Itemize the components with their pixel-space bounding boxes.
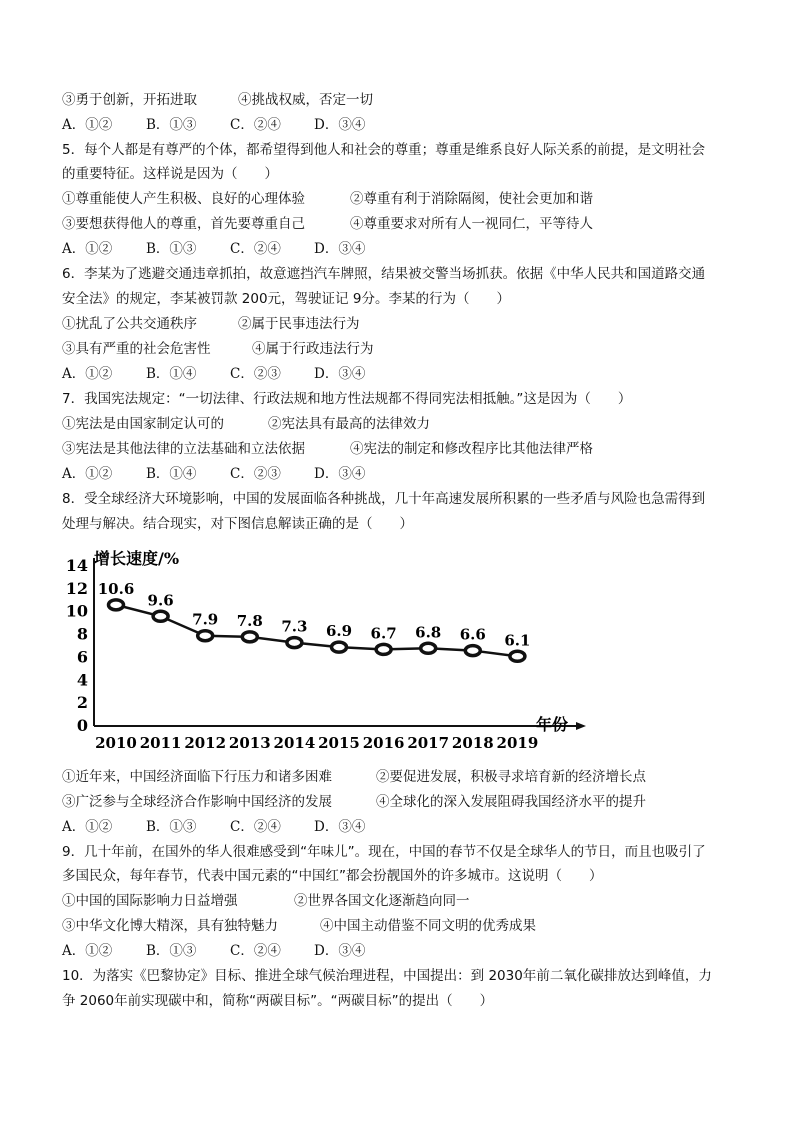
- y-tick-label: 6: [76, 647, 88, 667]
- q8-stem-line1: 8．受全球经济大环境影响，中国的发展面临各种挑战，几十年高速发展所积累的一些矛盾与风险也急需得到: [62, 491, 706, 507]
- q7-choices: [62, 464, 398, 484]
- q5-choice-b: B．①③: [146, 241, 197, 257]
- x-tick-label: 2015: [318, 734, 360, 752]
- data-label: 7.9: [192, 610, 219, 629]
- q6-choice-b: B．①④: [146, 366, 197, 382]
- q6-choice-d: D．③④: [314, 366, 366, 382]
- q6-option-3: ③具有严重的社会危害性: [62, 341, 211, 357]
- q7-choice-c: C．②③: [230, 466, 281, 482]
- series-line: [116, 605, 517, 656]
- q6-choice-a: A．①②: [62, 366, 113, 382]
- data-label: 7.3: [281, 617, 308, 636]
- data-label: 6.1: [504, 631, 531, 650]
- y-tick-label: 2: [76, 693, 88, 713]
- q6-choices: [62, 364, 398, 384]
- data-point: [198, 631, 213, 641]
- q9-options-row1: [62, 891, 470, 911]
- q5-option-1: ①尊重能使人产生积极、良好的心理体验: [62, 191, 305, 207]
- q6-options-row1: [62, 314, 360, 334]
- data-point: [242, 632, 257, 642]
- q5-choice-c: C．②④: [230, 241, 281, 257]
- q8-stem-line2: 处理与解决。结合现实，对下图信息解读正确的是（ ）: [62, 516, 413, 532]
- q5-option-2: ②尊重有利于消除隔阂，使社会更加和谐: [350, 191, 593, 207]
- data-label: 10.6: [97, 579, 135, 598]
- q7-option-3: ③宪法是其他法律的立法基础和立法依据: [62, 441, 305, 457]
- q8-option-4: ④全球化的深入发展阻碍我国经济水平的提升: [376, 794, 646, 810]
- data-label: 7.8: [236, 611, 263, 630]
- q8-options-row1: [62, 767, 646, 787]
- q8-option-2: ②要促进发展，积极寻求培育新的经济增长点: [376, 769, 646, 785]
- q7-options-row2: [62, 439, 593, 459]
- q9-choices: [62, 941, 398, 961]
- q10-stem-line2: 争 2060年前实现碳中和，简称“两碳目标”。“两碳目标”的提出（ ）: [62, 993, 494, 1009]
- q8-option-1: ①近年来，中国经济面临下行压力和诸多困难: [62, 769, 332, 785]
- q6-stem-line2: 安全法》的规定，李某被罚款 200元，驾驶证记 9分。李某的行为（ ）: [62, 291, 510, 307]
- q4-option-4: ④挑战权威，否定一切: [238, 92, 373, 108]
- y-tick-label: 4: [76, 670, 88, 690]
- data-label: 6.9: [325, 622, 353, 641]
- q7-option-1: ①宪法是由国家制定认可的: [62, 416, 224, 432]
- q7-choice-a: A．①②: [62, 466, 113, 482]
- q7-choice-b: B．①④: [146, 466, 197, 482]
- q6-choice-c: C．②③: [230, 366, 281, 382]
- x-tick-label: 2019: [496, 734, 539, 752]
- q7-option-4: ④宪法的制定和修改程序比其他法律严格: [350, 441, 593, 457]
- q9-options-row2: [62, 916, 536, 936]
- q4-choices: [62, 115, 398, 135]
- q6-option-1: ①扰乱了公共交通秩序: [62, 316, 197, 332]
- q6-option-2: ②属于民事违法行为: [238, 316, 360, 332]
- data-point: [287, 638, 302, 648]
- q8-choice-a: A．①②: [62, 819, 113, 835]
- x-tick-label: 2012: [184, 734, 227, 752]
- data-label: 6.8: [415, 623, 442, 642]
- q8-choice-d: D．③④: [314, 819, 366, 835]
- chart-x-axis-label: 年份: [536, 715, 569, 734]
- q4-option-3: ③勇于创新，开拓进取: [62, 92, 197, 108]
- q4-choice-b: B．①③: [146, 117, 197, 133]
- data-point: [421, 643, 436, 653]
- growth-line-chart: [58, 546, 588, 758]
- q6-option-4: ④属于行政违法行为: [252, 341, 374, 357]
- q5-options-row1: [62, 189, 593, 209]
- q9-choice-d: D．③④: [314, 943, 366, 959]
- chart-x-ticks: [95, 734, 538, 752]
- q5-choice-d: D．③④: [314, 241, 366, 257]
- data-point: [153, 611, 168, 621]
- q5-choice-a: A．①②: [62, 241, 113, 257]
- data-point: [109, 600, 124, 610]
- y-tick-label: 10: [65, 601, 88, 621]
- q9-option-3: ③中华文化博大精深，具有独特魅力: [62, 918, 278, 934]
- q6-stem-line1: 6．李某为了逃避交通违章抓拍，故意遮挡汽车牌照，结果被交警当场抓获。依据《中华人民共和国道路交通: [62, 266, 706, 282]
- q6-options-row2: [62, 339, 374, 359]
- y-tick-label: 14: [65, 556, 88, 575]
- q9-option-4: ④中国主动借鉴不同文明的优秀成果: [320, 918, 536, 934]
- q7-option-2: ②宪法具有最高的法律效力: [268, 416, 430, 432]
- q7-options-row1: [62, 414, 430, 434]
- q9-choice-c: C．②④: [230, 943, 281, 959]
- data-label: 6.7: [370, 624, 397, 643]
- y-tick-label: 12: [65, 578, 88, 598]
- x-tick-label: 2017: [407, 734, 450, 752]
- data-label: 9.6: [147, 591, 174, 610]
- q5-stem-line1: 5．每个人都是有尊严的个体，都希望得到他人和社会的尊重；尊重是维系良好人际关系的前提，是文明社会: [62, 142, 706, 158]
- q8-choices: [62, 817, 398, 837]
- q5-stem-line2: 的重要特征。这样说是因为（ ）: [62, 166, 278, 182]
- x-tick-label: 2010: [95, 734, 137, 752]
- q8-choice-b: B．①③: [146, 819, 197, 835]
- q4-choice-c: C．②④: [230, 117, 281, 133]
- q7-stem-line1: 7．我国宪法规定：“一切法律、行政法规和地方性法规都不得同宪法相抵触。”这是因为（ ）: [62, 391, 632, 407]
- data-point: [465, 646, 480, 656]
- q10-stem-line1: 10．为落实《巴黎协定》目标、推进全球气候治理进程，中国提出：到 2030年前二氧化碳排放达到峰值，力: [62, 968, 712, 984]
- q9-choice-b: B．①③: [146, 943, 197, 959]
- q5-option-4: ④尊重要求对所有人一视同仁，平等待人: [350, 216, 593, 232]
- q9-option-1: ①中国的国际影响力日益增强: [62, 893, 238, 909]
- q8-option-3: ③广泛参与全球经济合作影响中国经济的发展: [62, 794, 332, 810]
- q4-options-row2: [62, 90, 373, 110]
- q9-choice-a: A．①②: [62, 943, 113, 959]
- q9-stem-line2: 多国民众，每年春节，代表中国元素的“中国红”都会扮靓国外的许多城市。这说明（ ）: [62, 868, 603, 884]
- q9-stem-line1: 9．几十年前，在国外的华人很难感受到“年味儿”。现在，中国的春节不仅是全球华人的节日，而且也吸引了: [62, 844, 706, 860]
- q5-option-3: ③要想获得他人的尊重，首先要尊重自己: [62, 216, 305, 232]
- data-point: [510, 651, 525, 661]
- y-tick-label: 8: [76, 624, 88, 644]
- x-tick-label: 2011: [139, 734, 182, 752]
- q5-choices: [62, 239, 398, 259]
- chart-y-axis-label: 增长速度/%: [94, 549, 180, 568]
- chart-y-ticks: [66, 556, 88, 735]
- x-tick-label: 2016: [362, 734, 405, 752]
- data-point: [332, 642, 347, 652]
- data-point: [376, 644, 391, 654]
- x-tick-label: 2018: [451, 734, 494, 752]
- q8-choice-c: C．②④: [230, 819, 281, 835]
- q4-choice-a: A．①②: [62, 117, 113, 133]
- x-axis-arrow: [576, 722, 586, 730]
- q8-options-row2: [62, 792, 646, 812]
- q7-choice-d: D．③④: [314, 466, 366, 482]
- data-label: 6.6: [459, 625, 486, 644]
- q9-option-2: ②世界各国文化逐渐趋向同一: [294, 893, 470, 909]
- y-tick-label: 0: [76, 716, 88, 735]
- q5-options-row2: [62, 214, 593, 234]
- x-tick-label: 2013: [228, 734, 271, 752]
- x-tick-label: 2014: [273, 734, 316, 752]
- q4-choice-d: D．③④: [314, 117, 366, 133]
